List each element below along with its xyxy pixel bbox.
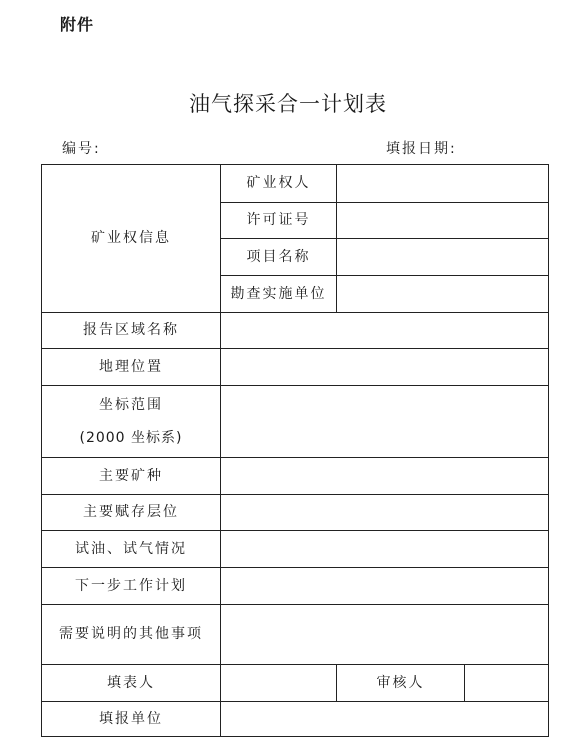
report-area-name-field[interactable] (221, 313, 549, 349)
main-mineral-label: 主要矿种 (42, 458, 221, 495)
serial-number-label: 编号: (62, 141, 101, 157)
document-title: 油气探采合一计划表 (189, 92, 387, 116)
geographic-location-label: 地理位置 (42, 349, 221, 386)
attachment-label: 附件 (60, 15, 95, 34)
coordinate-range-text: 坐标范围 (99, 397, 163, 414)
main-reservoir-layer-label: 主要赋存层位 (42, 495, 221, 531)
plan-table (41, 164, 549, 737)
exploration-unit-field[interactable] (337, 276, 549, 313)
geographic-location-field[interactable] (221, 349, 549, 386)
next-work-plan-label: 下一步工作计划 (42, 568, 221, 605)
project-name-label: 项目名称 (221, 239, 337, 276)
license-number-label: 许可证号 (221, 203, 337, 239)
mining-right-holder-field[interactable] (337, 165, 549, 203)
reporting-unit-field[interactable] (221, 702, 549, 737)
main-reservoir-layer-field[interactable] (221, 495, 549, 531)
reporting-unit-label: 填报单位 (42, 702, 221, 737)
other-matters-field[interactable] (221, 605, 549, 665)
coordinate-range-field[interactable] (221, 386, 549, 458)
report-area-name-label: 报告区域名称 (42, 313, 221, 349)
main-mineral-field[interactable] (221, 458, 549, 495)
oil-gas-test-label: 试油、试气情况 (42, 531, 221, 568)
filler-field[interactable] (221, 665, 337, 702)
coordinate-system-text: (2000 坐标系) (79, 429, 183, 446)
next-work-plan-field[interactable] (221, 568, 549, 605)
reviewer-label: 审核人 (337, 665, 465, 702)
fill-date-label: 填报日期: (386, 141, 457, 157)
exploration-unit-label: 勘查实施单位 (221, 276, 337, 313)
mining-right-info-label: 矿业权信息 (42, 165, 221, 313)
other-matters-label: 需要说明的其他事项 (42, 605, 221, 665)
project-name-field[interactable] (337, 239, 549, 276)
reviewer-field[interactable] (465, 665, 549, 702)
license-number-field[interactable] (337, 203, 549, 239)
filler-label: 填表人 (42, 665, 221, 702)
mining-right-holder-label: 矿业权人 (221, 165, 337, 203)
coordinate-range-label (42, 386, 221, 458)
oil-gas-test-field[interactable] (221, 531, 549, 568)
